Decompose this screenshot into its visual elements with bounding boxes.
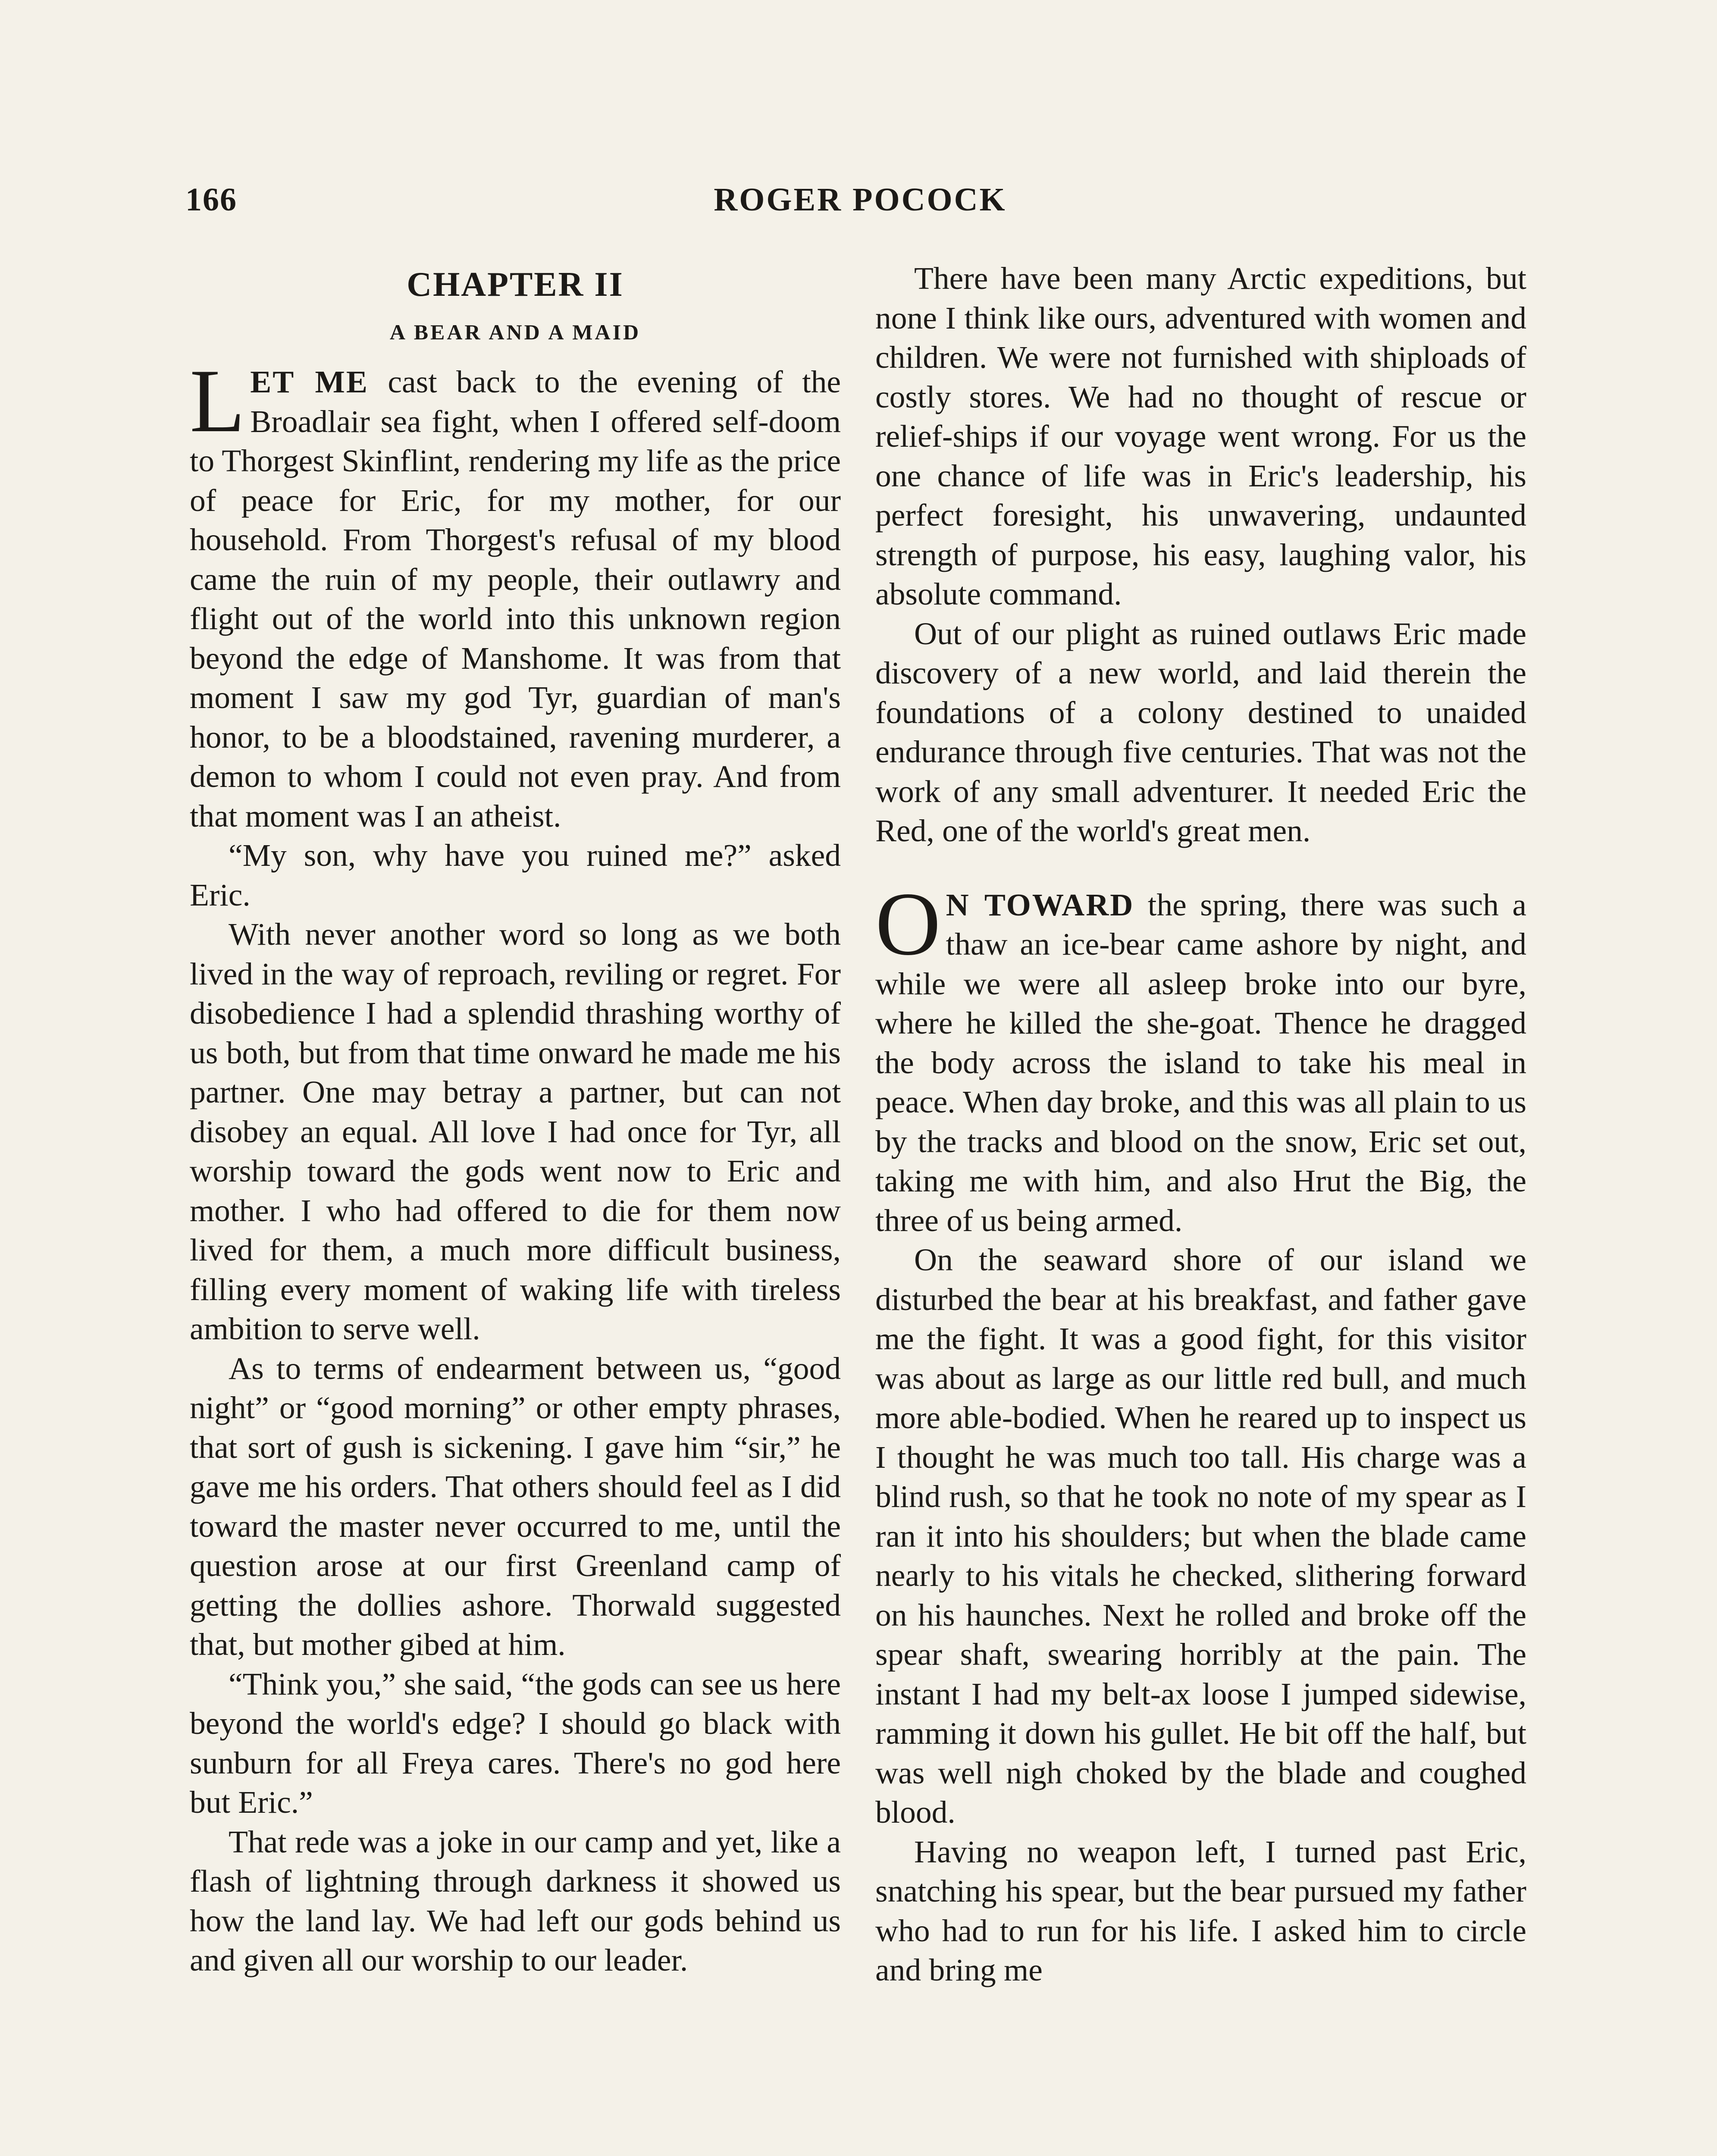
page-number: 166 — [185, 182, 237, 218]
section-break — [875, 851, 1526, 885]
paragraph: On the seaward shore of our island we disturbed the bear at his breakfast, and father gave me the fight. It was a good fight, for this visitor was about as large as our little red bull, and much more able-bodied. When he reared up to inspect us I thought he was much too tall. His charge was a blind rush, so that he took no note of my spear as I ran it into his shoulders; but when the blade came nearly to his vitals he checked, slithering forward on his haunches. Next he rolled and broke off the spear shaft, swearing horribly at the pain. The instant I had my belt-ax loose I jumped sidewise, ramming it down his gullet. He bit off the half, but was well nigh choked by the blade and coughed blood. — [875, 1242, 1526, 1830]
paragraph: With never another word so long as we both lived in the way of reproach, reviling or regret. For disobedience I had a splendid thrashing worthy of us both, but from that time onward he made me his partner. One may betray a partner, but can not disobey an equal. All love I had once for Tyr, all worship toward the gods went now to Eric and mother. I who had offered to die for them now lived for them, a much more difficult business, filling every moment of waking life with tireless ambition to serve well. — [190, 917, 841, 1346]
drop-cap: O — [875, 874, 941, 974]
paragraph — [875, 874, 1526, 1241]
drop-cap: L — [190, 351, 245, 451]
lead-words: N TOWARD — [946, 887, 1134, 922]
chapter-subtitle: A BEAR AND A MAID — [389, 320, 641, 344]
page-header — [185, 181, 1535, 233]
paragraph — [190, 351, 841, 836]
lead-words: ET ME — [250, 364, 369, 399]
paragraph: Having no weapon left, I turned past Eric, snatching his spear, but the bear pursued my father who had to run for his life. I asked him to circle and bring me — [875, 1834, 1526, 1987]
chapter-title: CHAPTER II — [407, 266, 624, 304]
paragraph-text: cast back to the evening of the Broadlair sea fight, when I offered self-doom to Thorgest Skinflint, rendering my life as the price of peace for Eric, for my mother, for our household. From Thorgest's refusal of my blood came the ruin of my people, their outlawry and flight out of the world into this unknown region beyond the edge of Manshome. It was from that moment I saw my god Tyr, guardian of man's honor, to be a bloodstained, ravening murderer, a demon to whom I could not even pray. And from that moment was I an atheist. — [190, 364, 841, 834]
left-column — [190, 259, 841, 1980]
paragraph: There have been many Arctic expeditions, but none I think like ours, adventured with women and children. We were not furnished with shiploads of costly stores. We had no thought of rescue or relief-ships if our voyage went wrong. For us the one chance of life was in Eric's leadership, his perfect foresight, his unwavering, undaunted strength of purpose, his easy, laughing valor, his absolute command. — [875, 261, 1526, 611]
paragraph: “My son, why have you ruined me?” asked Eric. — [190, 838, 841, 912]
paragraph: Out of our plight as ruined outlaws Eric made discovery of a new world, and laid therein the foundations of a colony destined to unaided endurance through five centuries. That was not the work of any small adventurer. It needed Eric the Red, one of the world's great men. — [875, 616, 1526, 848]
paragraph: “Think you,” she said, “the gods can see us here beyond the world's edge? I should go black with sunburn for all Freya cares. There's no god here but Eric.” — [190, 1666, 841, 1820]
right-column — [875, 259, 1526, 1990]
paragraph: That rede was a joke in our camp and yet, like a flash of lightning through darkness it showed us how the land lay. We had left our gods behind us and given all our worship to our leader. — [190, 1824, 841, 1977]
paragraph-text: the spring, there was such a thaw an ice-bear came ashore by night, and while we were all asleep broke into our byre, where he killed the she-goat. Thence he dragged the body across the island to take his meal in peace. When day broke, and this was all plain to us by the tracks and blood on the snow, Eric set out, taking me with him, and also Hrut the Big, the three of us being armed. — [875, 887, 1526, 1238]
running-head: ROGER POCOCK — [714, 182, 1007, 218]
paragraph: As to terms of endearment between us, “good night” or “good morning” or other empty phrases, that sort of gush is sickening. I gave him “sir,” he gave me his orders. That others should feel as I did toward the master never occurred to me, until the question arose at our first Greenland camp of getting the dollies ashore. Thorwald suggested that, but mother gibed at him. — [190, 1351, 841, 1662]
